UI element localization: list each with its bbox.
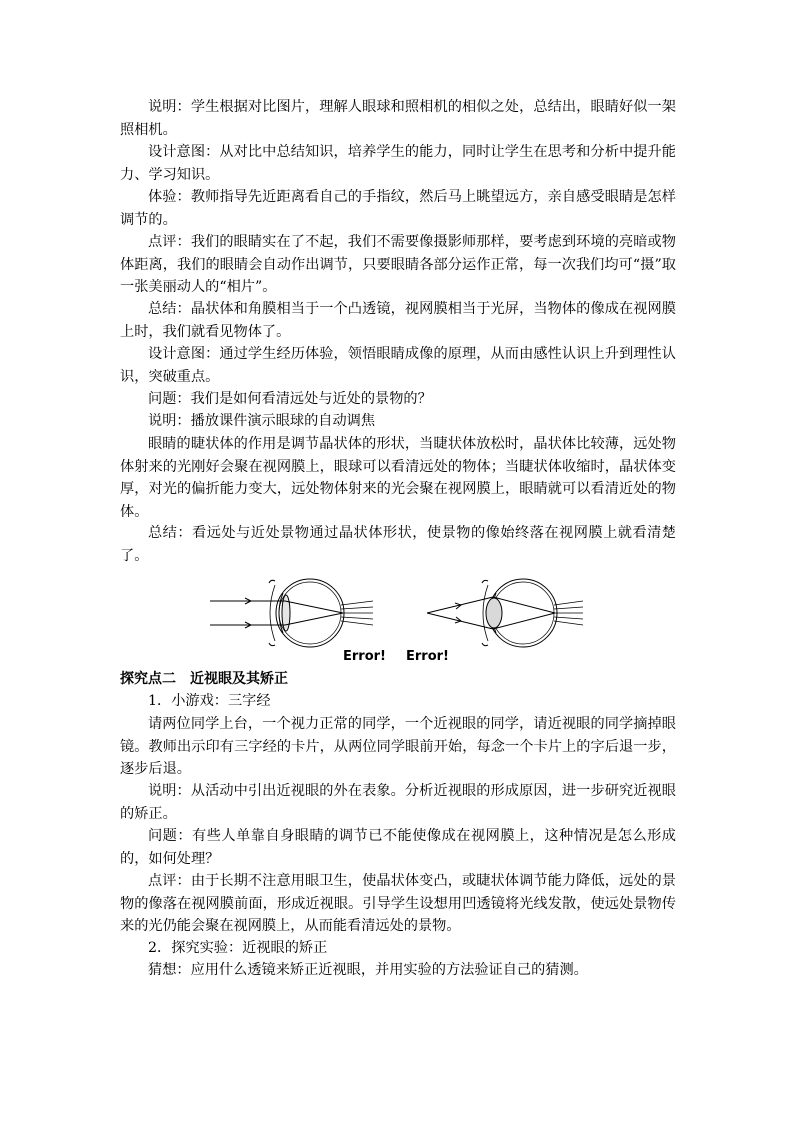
figure-caption-left: Error! <box>343 649 386 664</box>
paragraph-design-intent: 设计意图：从对比中总结知识，培养学生的能力，同时让学生在思考和分析中提升能力、学习知识。 <box>120 144 676 183</box>
paragraph-experiment-title: 2．探究实验：近视眼的矫正 <box>148 940 328 956</box>
paragraph-summary-2: 总结：看远处与近处景物通过晶状体形状，使景物的像始终落在视网膜上就看清楚了。 <box>120 525 676 564</box>
paragraph-question-2: 问题：有些人单靠自身眼睛的调节已不能使像成在视网膜上，这种情况是怎么形成的，如何处理？ <box>120 828 676 867</box>
paragraph-ciliary-body: 眼睛的睫状体的作用是调节晶状体的形状，当睫状体放松时，晶状体比较薄，远处物体射来的光刚好会聚在视网膜上，眼球可以看清远处的物体；当睫状体收缩时，晶状体变厚，对光的偏折能力变大，远处物体射来的光会聚在视网膜上，眼睛就可以看清近处的物体。 <box>120 436 676 520</box>
eye-diagram-far <box>210 579 373 647</box>
eye-accommodation-figure <box>205 575 585 650</box>
paragraph-experience: 体验：教师指导先近距离看自己的手指纹，然后马上眺望远方，亲自感受眼睛是怎样调节的。 <box>120 189 676 228</box>
paragraph-summary: 总结：晶状体和角膜相当于一个凸透镜，视网膜相当于光屏，当物体的像成在视网膜上时，我们就看见物体了。 <box>120 301 676 340</box>
eye-diagram-near <box>427 579 583 647</box>
paragraph-design-intent-2: 设计意图：通过学生经历体验，领悟眼睛成像的原理，从而由感性认识上升到理性认识，突破重点。 <box>120 346 676 385</box>
paragraph-comment: 点评：我们的眼睛实在了不起，我们不需要像摄影师那样，要考虑到环境的亮暗或物体距离，我们的眼睛会自动作出调节，只要眼睛各部分运作正常，每一次我们均可“摄”取一张美丽动人的“相片”。 <box>120 234 676 295</box>
paragraph-question: 问题：我们是如何看清远处与近处的景物的？ <box>148 391 432 407</box>
paragraph-comment-2: 点评：由于长期不注意用眼卫生，使晶状体变凸，或睫状体调节能力降低，远处的景物的像落在视网膜前面，形成近视眼。引导学生设想用凹透镜将光线发散，使远处景物传来的光仍能会聚在视网膜上，从而能看清远处的景物。 <box>120 873 676 934</box>
paragraph-explanation: 说明：学生根据对比图片，理解人眼球和照相机的相似之处，总结出，眼睛好似一架照相机。 <box>120 99 676 138</box>
figure-caption-right: Error! <box>406 649 449 664</box>
paragraph-game-description: 请两位同学上台，一个视力正常的同学，一个近视眼的同学，请近视眼的同学摘掉眼镜。教师出示印有三字经的卡片，从两位同学眼前开始，每念一个卡片上的字后退一步，逐步后退。 <box>120 716 676 777</box>
section-heading: 探究点二 近视眼及其矫正 <box>120 671 288 687</box>
paragraph-hypothesis: 猜想：应用什么透镜来矫正近视眼，并用实验的方法验证自己的猜测。 <box>148 962 588 978</box>
paragraph-explanation-2: 说明：播放课件演示眼球的自动调焦 <box>148 413 376 429</box>
paragraph-explanation-3: 说明：从活动中引出近视眼的外在表象。分析近视眼的形成原因，进一步研究近视眼的矫正。 <box>120 783 676 822</box>
paragraph-game-title: 1．小游戏：三字经 <box>148 693 271 709</box>
